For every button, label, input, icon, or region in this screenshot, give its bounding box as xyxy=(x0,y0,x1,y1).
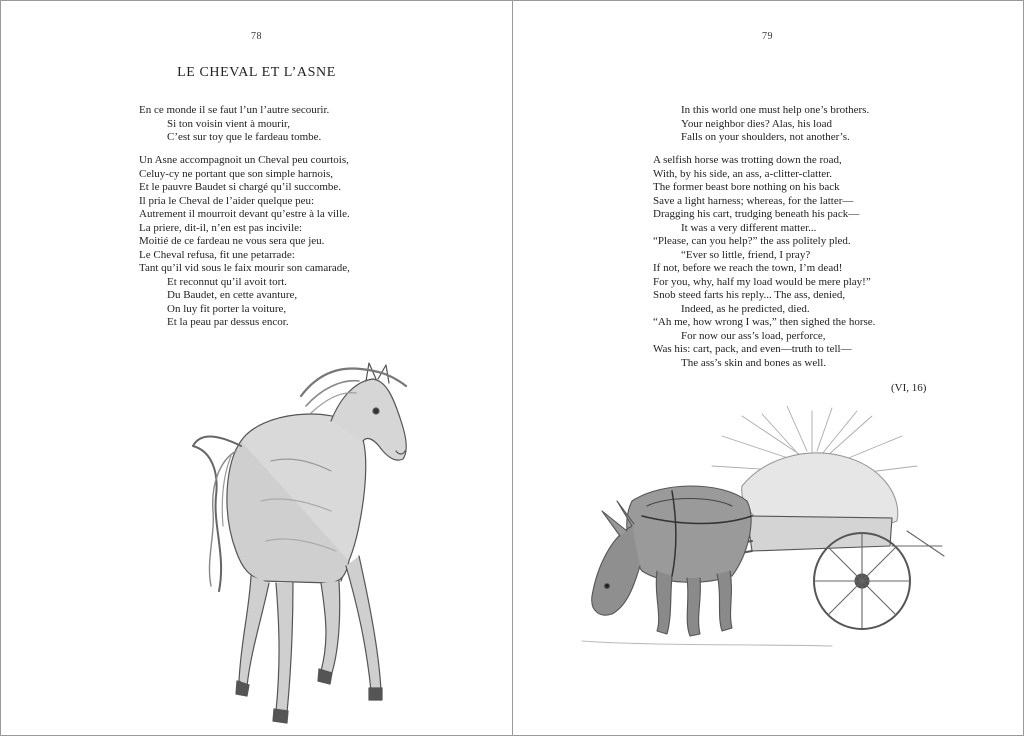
verse-line: Et la peau par dessus encor. xyxy=(167,316,289,328)
verse-line: Indeed, as he predicted, died. xyxy=(681,302,810,315)
verse-line: Tant qu’il vid sous le faix mourir son camarade, xyxy=(139,262,350,274)
page-number-left: 78 xyxy=(251,31,262,42)
english-stanza-2 xyxy=(653,154,875,370)
verse-line: Save a light harness; whereas, for the latter— xyxy=(653,194,854,207)
horse-illustration xyxy=(181,351,421,726)
verse-line: Moitié de ce fardeau ne vous sera que jeu. xyxy=(139,235,325,247)
verse-line: “Ever so little, friend, I pray? xyxy=(681,248,811,261)
ass-and-cart-icon xyxy=(572,406,962,661)
verse-line: A selfish horse was trotting down the road, xyxy=(653,154,842,166)
fallen-ass-with-cart-illustration xyxy=(572,406,962,661)
verse-line: Si ton voisin vient à mourir, xyxy=(167,117,290,130)
verse-line: Your neighbor dies? Alas, his load xyxy=(681,117,833,130)
verse-line: Snob steed farts his reply... The ass, denied, xyxy=(653,289,846,301)
verse-line: “Ah me, how wrong I was,” then sighed the horse. xyxy=(653,316,876,328)
verse-line: C’est sur toy que le fardeau tombe. xyxy=(167,131,322,143)
verse-line: Dragging his cart, trudging beneath his pack— xyxy=(653,208,860,220)
verse-line: Was his: cart, pack, and even—truth to tell— xyxy=(653,343,852,355)
verse-line: Et reconnut qu’il avoit tort. xyxy=(167,275,288,288)
right-page xyxy=(512,1,1023,735)
horse-icon xyxy=(181,351,421,726)
verse-line: Falls on your shoulders, not another’s. xyxy=(681,131,850,143)
page-number-right: 79 xyxy=(762,31,773,42)
verse-line: Il pria le Cheval de l’aider quelque peu: xyxy=(139,194,315,207)
verse-line: Du Baudet, en cette avanture, xyxy=(167,289,298,301)
verse-line: Autrement il mourroit devant qu’estre à la ville. xyxy=(139,208,350,220)
verse-line: In this world one must help one’s brothers. xyxy=(681,104,870,116)
french-stanza-2 xyxy=(139,154,350,330)
verse-line: It was a very different matter... xyxy=(681,221,817,234)
verse-line: En ce monde il se faut l’un l’autre secourir. xyxy=(139,104,330,116)
verse-line: The former beast bore nothing on his back xyxy=(653,181,840,193)
verse-line: For now our ass’s load, perforce, xyxy=(681,329,826,342)
left-page xyxy=(1,1,512,735)
verse-line: With, by his side, an ass, a-clitter-clatter. xyxy=(653,167,832,180)
verse-line: On luy fit porter la voiture, xyxy=(167,302,287,315)
verse-line: Celuy-cy ne portant que son simple harnois, xyxy=(139,167,333,180)
poem-title: LE CHEVAL ET L’ASNE xyxy=(177,65,336,80)
fable-reference: (VI, 16) xyxy=(891,382,927,394)
verse-line: For you, why, half my load would be mere play!” xyxy=(653,275,871,288)
french-stanza-1 xyxy=(139,104,329,145)
verse-line: La priere, dit-il, n’en est pas incivile: xyxy=(139,221,303,234)
english-stanza-1 xyxy=(653,104,869,145)
verse-line: The ass’s skin and bones as well. xyxy=(681,356,827,369)
verse-line: Le Cheval refusa, fit une petarrade: xyxy=(139,248,295,261)
verse-line: If not, before we reach the town, I’m dead! xyxy=(653,262,843,274)
verse-line: Un Asne accompagnoit un Cheval peu courtois, xyxy=(139,154,349,166)
verse-line: “Please, can you help?” the ass politely pled. xyxy=(653,235,851,247)
verse-line: Et le pauvre Baudet si chargé qu’il succombe. xyxy=(139,181,342,193)
